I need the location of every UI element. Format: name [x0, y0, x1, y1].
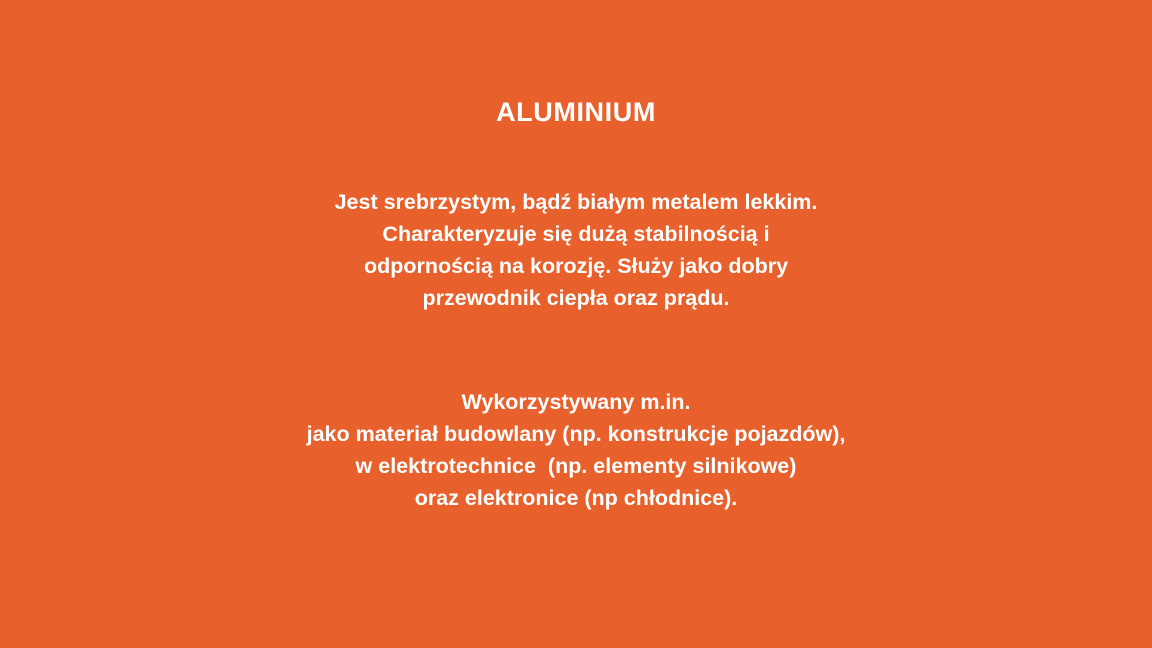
paragraph-line: w elektrotechnice (np. elementy silnikowe)	[355, 454, 797, 478]
paragraph-line: oraz elektronice (np chłodnice).	[414, 486, 738, 510]
page-title: ALUMINIUM	[496, 97, 656, 127]
paragraph-line: Jest srebrzystym, bądź białym metalem lekkim.	[334, 190, 818, 214]
paragraph-line: przewodnik ciepła oraz prądu.	[422, 286, 730, 310]
usage-paragraph	[0, 386, 1152, 514]
paragraph-line: Charakteryzuje się dużą stabilnością i	[382, 222, 770, 246]
paragraph-line: odpornością na korozję. Służy jako dobry	[363, 254, 789, 278]
paragraph-line: jako materiał budowlany (np. konstrukcje pojazdów),	[306, 422, 846, 446]
description-paragraph	[0, 186, 1152, 314]
paragraph-line: Wykorzystywany m.in.	[461, 390, 691, 414]
